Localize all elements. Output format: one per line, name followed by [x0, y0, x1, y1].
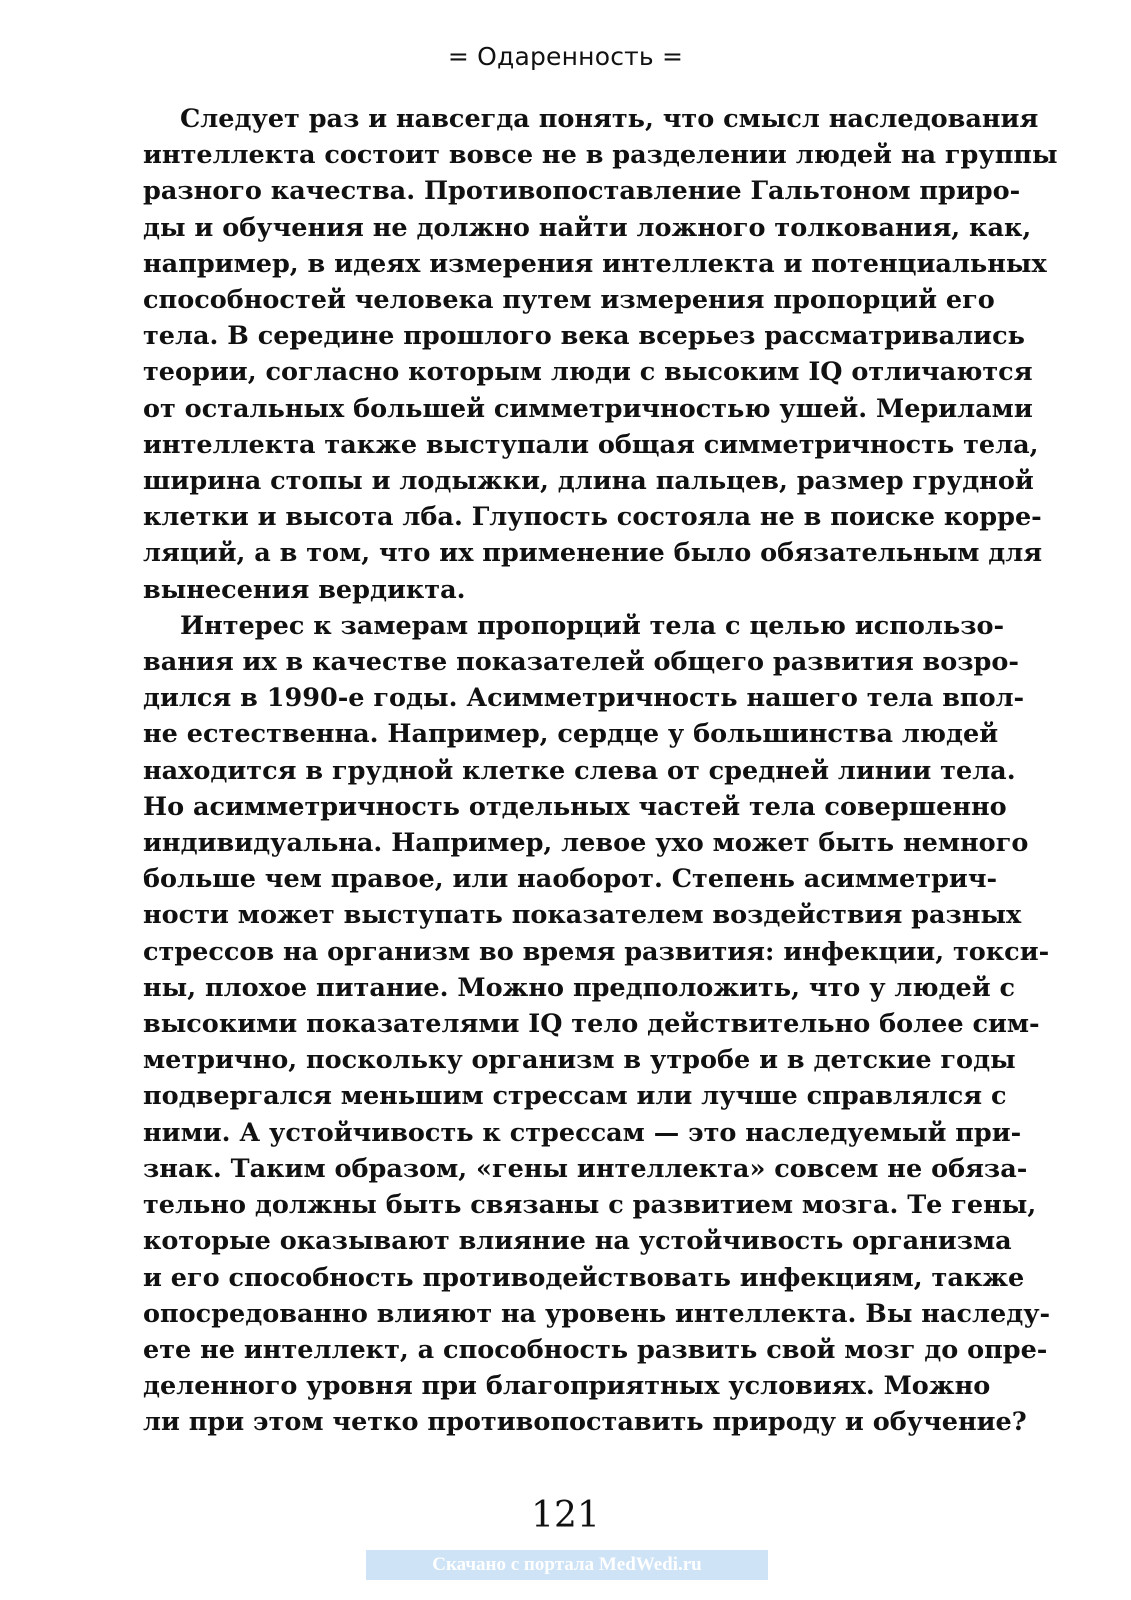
text-line: ляций, а в том, что их применение было обязательным для: [143, 538, 1043, 569]
text-line: тела. В середине прошлого века всерьез рассматривались: [143, 321, 1025, 352]
body-text: [143, 101, 1058, 1441]
text-line: знак. Таким образом, «гены интеллекта» совсем не обяза-: [143, 1153, 1028, 1184]
running-title: = Одаренность =: [447, 42, 684, 71]
text-line: опосредованно влияют на уровень интеллекта. Вы наследу-: [143, 1298, 1051, 1329]
text-line: и его способность противодействовать инфекциям, также: [143, 1262, 1025, 1293]
page-number: 121: [531, 1495, 600, 1536]
text-line: больше чем правое, или наоборот. Степень асимметрич-: [143, 864, 998, 895]
text-line: интеллекта состоит вовсе не в разделении людей на группы: [143, 140, 1058, 171]
text-line: Но асимметричность отдельных частей тела совершенно: [143, 791, 1007, 822]
text-line: метрично, поскольку организм в утробе и в детские годы: [143, 1045, 1016, 1076]
paragraph-1: [143, 101, 1058, 608]
text-line: ними. А устойчивость к стрессам — это наследуемый при-: [143, 1117, 1022, 1148]
text-line: тельно должны быть связаны с развитием мозга. Те гены,: [143, 1190, 1037, 1221]
text-line: вынесения вердикта.: [143, 574, 466, 605]
text-line: клетки и высота лба. Глупость состояла не в поиске корре-: [143, 502, 1042, 533]
text-line: подвергался меньшим стрессам или лучше справлялся с: [143, 1081, 1007, 1112]
text-line: не естественна. Например, сердце у большинства людей: [143, 719, 999, 750]
paragraph-2: [143, 608, 1051, 1441]
text-line: дился в 1990-е годы. Асимметричность нашего тела впол-: [143, 683, 1025, 714]
text-line: теории, согласно которым люди с высоким IQ отличаются: [143, 357, 1033, 388]
text-line: высокими показателями IQ тело действительно более сим-: [143, 1009, 1040, 1040]
text-line: ны, плохое питание. Можно предположить, что у людей с: [143, 972, 1016, 1003]
text-line: ды и обучения не должно найти ложного толкования, как,: [143, 212, 1032, 243]
text-line: например, в идеях измерения интеллекта и потенциальных: [143, 248, 1047, 279]
text-line: деленного уровня при благоприятных условиях. Можно: [143, 1371, 991, 1402]
text-line: ности может выступать показателем воздействия разных: [143, 900, 1022, 931]
text-line: интеллекта также выступали общая симметричность тела,: [143, 429, 1039, 460]
text-line: способностей человека путем измерения пропорций его: [143, 285, 995, 316]
download-watermark: Скачано с портала MedWedi.ru: [366, 1550, 768, 1580]
text-line: ширина стопы и лодыжки, длина пальцев, размер грудной: [143, 466, 1034, 497]
text-line: от остальных большей симметричностью ушей. Мерилами: [143, 393, 1033, 424]
text-line: индивидуальна. Например, левое ухо может быть немного: [143, 828, 1029, 859]
text-line: Интерес к замерам пропорций тела с целью использо-: [180, 610, 1005, 641]
text-line: Следует раз и навсегда понять, что смысл наследования: [180, 104, 1039, 134]
text-line: которые оказывают влияние на устойчивость организма: [143, 1226, 1012, 1257]
text-line: стрессов на организм во время развития: инфекции, токси-: [143, 936, 1050, 967]
text-line: разного качества. Противопоставление Гальтоном приро-: [143, 176, 1021, 207]
text-line: находится в грудной клетке слева от средней линии тела.: [143, 755, 1016, 786]
text-line: ли при этом четко противопоставить природу и обучение?: [143, 1407, 1027, 1438]
text-line: вания их в качестве показателей общего развития возро-: [143, 647, 1019, 678]
text-line: ете не интеллект, а способность развить свой мозг до опре-: [143, 1334, 1048, 1365]
